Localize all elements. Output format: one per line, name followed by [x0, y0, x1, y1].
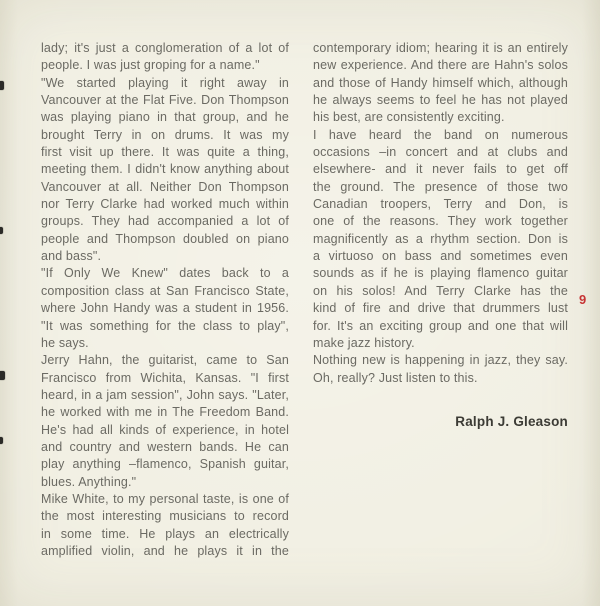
text-line: he always seems to feel he has not played — [313, 93, 568, 108]
text-line: the ground. The presence of those two — [313, 179, 568, 194]
text-line: people and Thompson doubled on piano — [41, 231, 289, 246]
text-line: and bass". — [41, 249, 102, 264]
text-line: blues. Anything." — [41, 474, 137, 489]
text-line: Mike White, to my personal taste, is one of — [41, 491, 289, 506]
text-line: Canadian troopers, Terry and Don, is — [313, 197, 568, 212]
text-line: kind of fire and drive that drummers lust — [313, 301, 568, 316]
text-line: Francisco from Wichita, Kansas. "I first — [41, 370, 289, 385]
text-line: groups. They had accompanied a lot of — [41, 214, 289, 229]
text-line: and country and western bands. He can — [41, 439, 289, 454]
text-line: and those of Handy himself which, although — [313, 75, 568, 90]
text-line: meeting them. I didn't know anything about — [41, 162, 289, 177]
text-line: He's had all kinds of experience, in hotel — [41, 422, 289, 437]
text-line: nor Terry Clarke had worked much within — [41, 197, 289, 212]
left-text-column — [41, 40, 289, 560]
text-line: amplified violin, and he plays it in the — [41, 543, 289, 558]
text-line: play anything –flamenco, Spanish guitar, — [41, 457, 289, 472]
right-text-column — [313, 40, 568, 429]
text-line: he worked with me in The Freedom Band. — [41, 405, 289, 420]
text-line: "If Only We Knew" dates back to a — [41, 266, 289, 281]
text-line: on his solos! And Terry Clarke has the — [313, 283, 568, 298]
binding-mark — [0, 227, 3, 234]
text-line: in some time. He plays an electrically — [41, 526, 289, 541]
text-line: occasions –in concert and at clubs and — [313, 145, 568, 160]
text-line: magnificently as a rhythm section. Don is — [313, 231, 568, 246]
text-line: one of the reasons. They work together — [313, 214, 568, 229]
text-line: "It was something for the class to play", — [41, 318, 289, 333]
text-line: I have heard the band on numerous — [313, 127, 568, 142]
text-line: contemporary idiom; hearing it is an entirely — [313, 41, 568, 55]
author-signature: Ralph J. Gleason — [455, 413, 568, 429]
binding-mark — [0, 371, 5, 380]
text-line: heard, in a jam session", John says. "Later, — [41, 387, 289, 402]
text-line: brought Terry in on drums. It was my — [41, 127, 289, 142]
text-line: new experience. And there are Hahn's solos — [313, 58, 568, 73]
text-line: Vancouver at all. Neither Don Thompson — [41, 179, 289, 194]
text-line: lady; it's just a conglomeration of a lot of — [41, 41, 289, 55]
text-line: where John Handy was a student in 1956. — [41, 301, 289, 316]
text-line: was playing piano in that group, and he — [41, 110, 289, 125]
text-line: he says. — [41, 335, 89, 350]
text-line: for. It's an exciting group and one that will — [313, 318, 568, 333]
binding-mark — [0, 437, 3, 444]
text-line: first visit up there. It was quite a thing, — [41, 145, 289, 160]
text-line: sounds as if he is playing flamenco guitar — [313, 266, 568, 281]
text-line: Nothing new is happening in jazz, they say. — [313, 353, 568, 368]
text-line: a virtuoso on bass and sometimes even — [313, 249, 568, 264]
text-line: people. I was just groping for a name." — [41, 58, 260, 73]
page-number: 9 — [579, 292, 587, 307]
text-line: "We started playing it right away in — [41, 75, 289, 90]
binding-mark — [0, 81, 4, 90]
text-line: make jazz history. — [313, 335, 415, 350]
text-line: his best, are consistently exciting. — [313, 110, 505, 125]
text-line: composition class at San Francisco State, — [41, 283, 289, 298]
text-line: Oh, really? Just listen to this. — [313, 370, 478, 385]
text-line: Vancouver at the Flat Five. Don Thompson — [41, 93, 289, 108]
text-line: the most interesting musicians to record — [41, 509, 289, 524]
text-line: elsewhere- and it never fails to get off — [313, 162, 568, 177]
text-line: Jerry Hahn, the guitarist, came to San — [41, 353, 289, 368]
